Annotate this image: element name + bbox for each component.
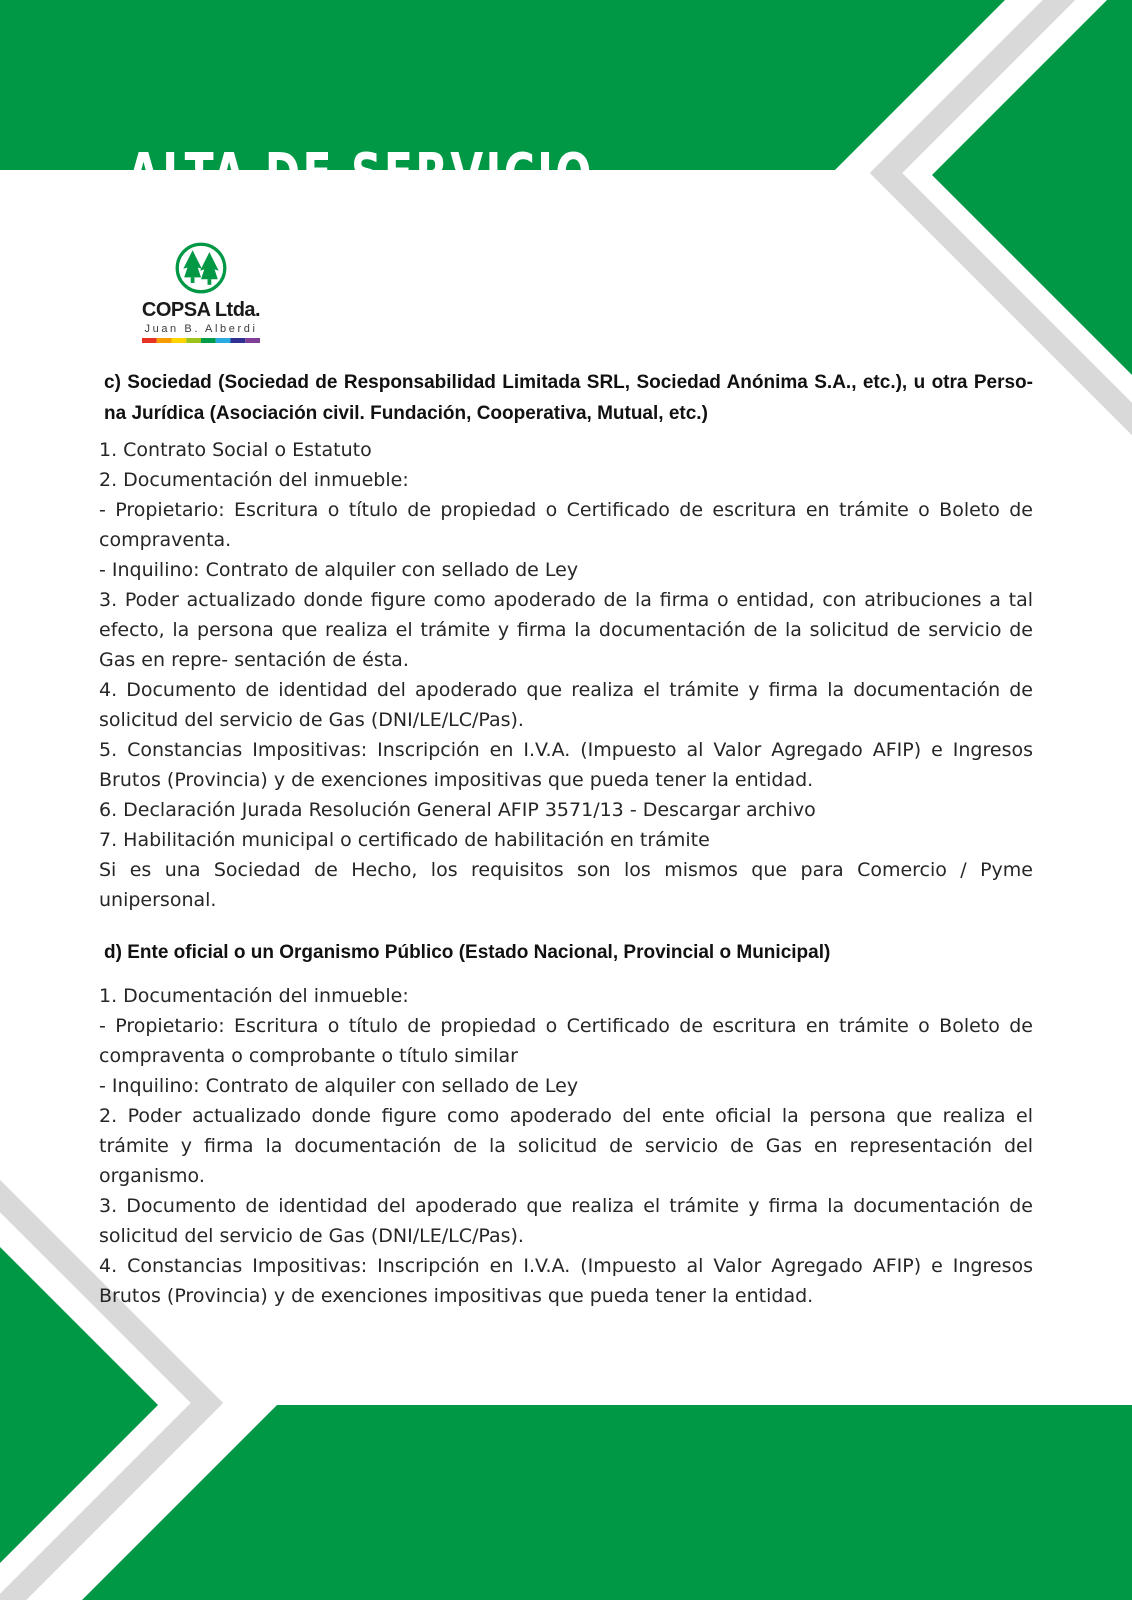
section-ente-oficial (99, 937, 1033, 1311)
logo-company-subtitle: Juan B. Alberdi (144, 323, 258, 335)
section-c-heading: c) Sociedad (Sociedad de Responsabilidad Limitada SRL, Sociedad Anónima S.A., etc.), u otra Perso- na Jurídica (Asociación civil. Fundación, Cooperativa, Mutual, etc.) (104, 372, 1033, 424)
requirement-item-descargar-archivo: 6. Declaración Jurada Resolución General AFIP 3571/13 - Descargar archivo (99, 799, 816, 821)
requirement-item: 5. Constancias Impositivas: Inscripción en I.V.A. (Impuesto al Valor Agregado AFIP) e Ingresos Brutos (Provincia) y de exenciones impositivas que pueda tener la entidad. (99, 739, 1033, 791)
pine-trees-icon (173, 240, 229, 296)
requirement-item: 2. Poder actualizado donde figure como apoderado del ente oficial la persona que realiza el trámite y firma la documentación de la solicitud de servicio de Gas en representación del organismo. (99, 1105, 1033, 1187)
requirement-item: 1. Contrato Social o Estatuto (99, 439, 372, 461)
company-logo (140, 240, 262, 343)
page-title: ALTA DE SERVICIO (127, 141, 594, 207)
requirement-item: - Inquilino: Contrato de alquiler con sellado de Ley (99, 559, 579, 581)
requirement-item: 3. Documento de identidad del apoderado que realiza el trámite y firma la documentación de solicitud del servicio de Gas (DNI/LE/LC/Pas). (99, 1195, 1033, 1247)
logo-rainbow-bar (142, 338, 260, 343)
section-sociedad (99, 367, 1033, 915)
requirement-item: 7. Habilitación municipal o certificado de habilitación en trámite (99, 829, 710, 851)
requirement-item: Si es una Sociedad de Hecho, los requisitos son los mismos que para Comercio / Pyme unipersonal. (99, 859, 1033, 911)
requirement-item: 4. Documento de identidad del apoderado que realiza el trámite y firma la documentación de solicitud del servicio de Gas (DNI/LE/LC/Pas). (99, 679, 1033, 731)
document-content (99, 367, 1033, 1311)
footer-band (82, 1405, 1132, 1600)
requirement-item: 2. Documentación del inmueble: (99, 469, 409, 491)
requirement-item: 1. Documentación del inmueble: (99, 985, 409, 1007)
logo-company-name: COPSA Ltda. (141, 299, 261, 321)
requirement-item: 4. Constancias Impositivas: Inscripción en I.V.A. (Impuesto al Valor Agregado AFIP) e Ingresos Brutos (Provincia) y de exenciones impositivas que pueda tener la entidad. (99, 1255, 1033, 1307)
section-d-heading: d) Ente oficial o un Organismo Público (Estado Nacional, Provincial o Municipal) (104, 942, 831, 963)
requirement-item: - Propietario: Escritura o título de propiedad o Certificado de escritura en trámite o Boleto de compraventa o comprobante o título similar (99, 1015, 1033, 1067)
requirement-item: - Propietario: Escritura o título de propiedad o Certificado de escritura en trámite o Boleto de compraventa. (99, 499, 1033, 551)
requirement-item: - Inquilino: Contrato de alquiler con sellado de Ley (99, 1075, 579, 1097)
requirement-item: 3. Poder actualizado donde figure como apoderado de la firma o entidad, con atribuciones a tal efecto, la persona que realiza el trámite y firma la documentación de la solicitud de servicio de Gas en repre- sentación de ésta. (99, 589, 1033, 671)
